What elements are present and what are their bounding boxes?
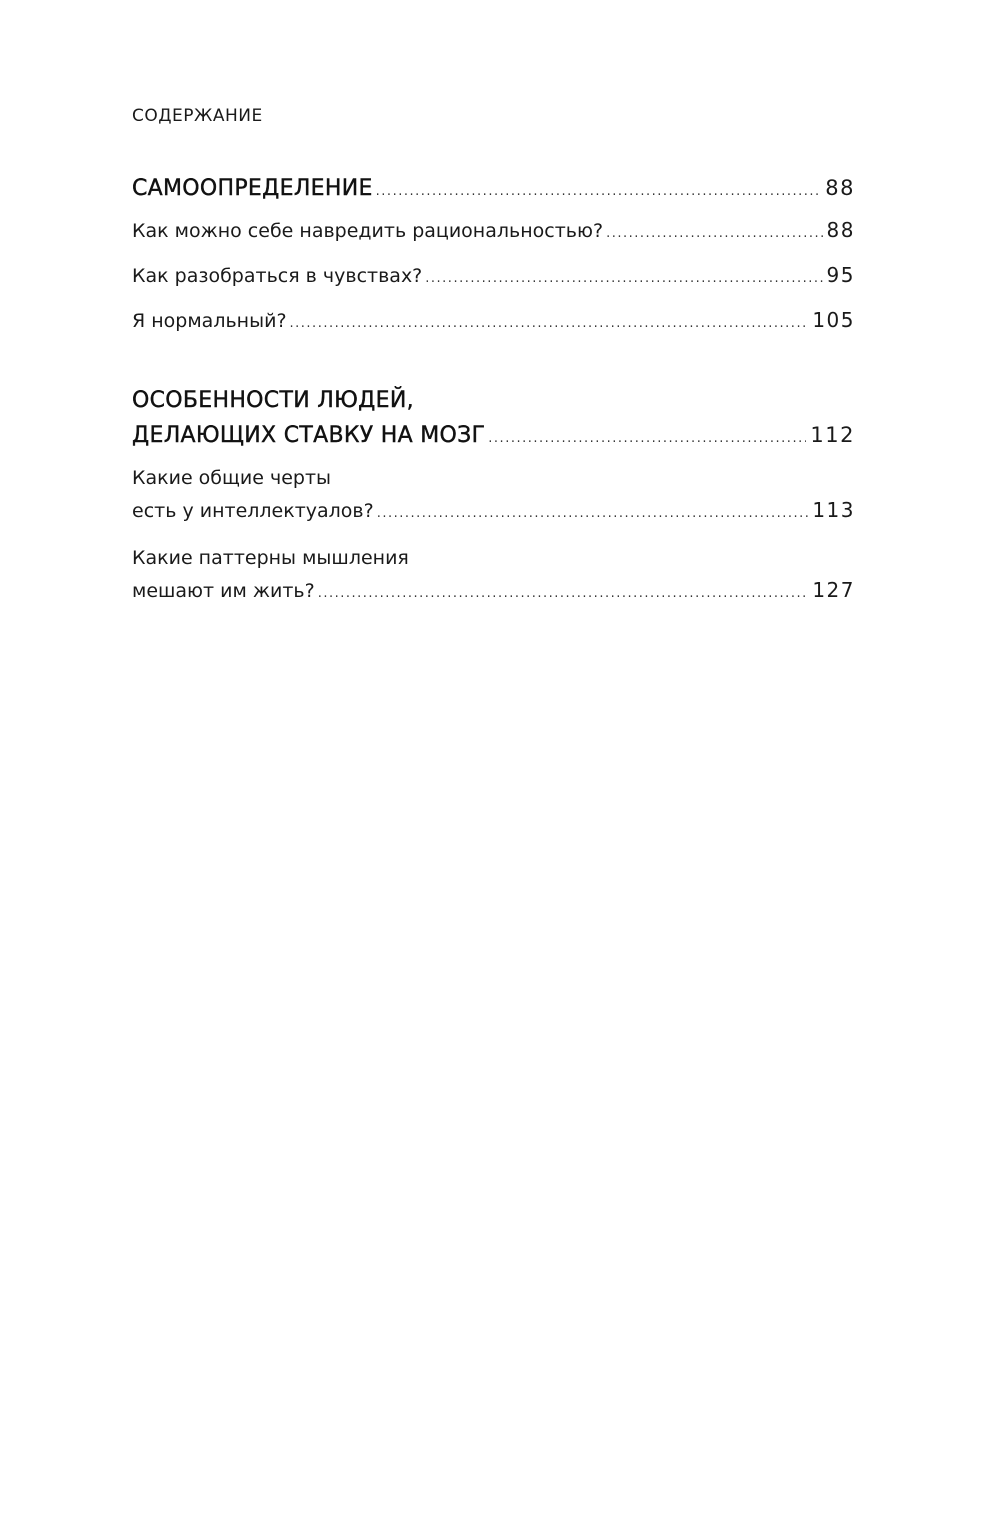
- table-of-contents: [132, 168, 855, 622]
- toc-entry: [132, 542, 855, 610]
- page-number: 113: [812, 498, 855, 522]
- running-header: СОДЕРЖАНИЕ: [132, 106, 263, 126]
- toc-entry: [132, 208, 855, 253]
- entry-title-line: Какие паттерны мышления: [132, 547, 409, 569]
- entry-title-line: Какие общие черты: [132, 467, 332, 489]
- section-title-line: ДЕЛАЮЩИХ СТАВКУ НА МОЗГ: [132, 423, 486, 448]
- dot-leader: [488, 422, 806, 456]
- page-number: 112: [810, 423, 855, 447]
- entry-title: Как можно себе навредить рациональностью?: [132, 220, 604, 242]
- dot-leader: [290, 301, 809, 346]
- entry-title-line: мешают им жить?: [132, 580, 315, 602]
- dot-leader: [425, 256, 822, 301]
- entry-title: Как разобраться в чувствах?: [132, 265, 423, 287]
- toc-entry: [132, 298, 855, 343]
- page-number: 88: [825, 176, 855, 200]
- page-number: 88: [826, 218, 855, 242]
- entry-title: Я нормальный?: [132, 310, 287, 332]
- toc-entry: [132, 462, 855, 530]
- section-title-line: ОСОБЕННОСТИ ЛЮДЕЙ,: [132, 388, 414, 413]
- page-number: 127: [812, 578, 855, 602]
- page-number: 105: [812, 308, 855, 332]
- dot-leader: [377, 498, 809, 530]
- page-number: 95: [826, 263, 855, 287]
- dot-leader: [318, 578, 809, 610]
- toc-entry: [132, 253, 855, 298]
- dot-leader: [376, 172, 822, 212]
- toc-section-heading: [132, 384, 855, 456]
- dot-leader: [606, 211, 822, 256]
- section-title: САМООПРЕДЕЛЕНИЕ: [132, 176, 373, 201]
- entry-title-line: есть у интеллектуалов?: [132, 500, 374, 522]
- toc-section-heading: [132, 168, 855, 208]
